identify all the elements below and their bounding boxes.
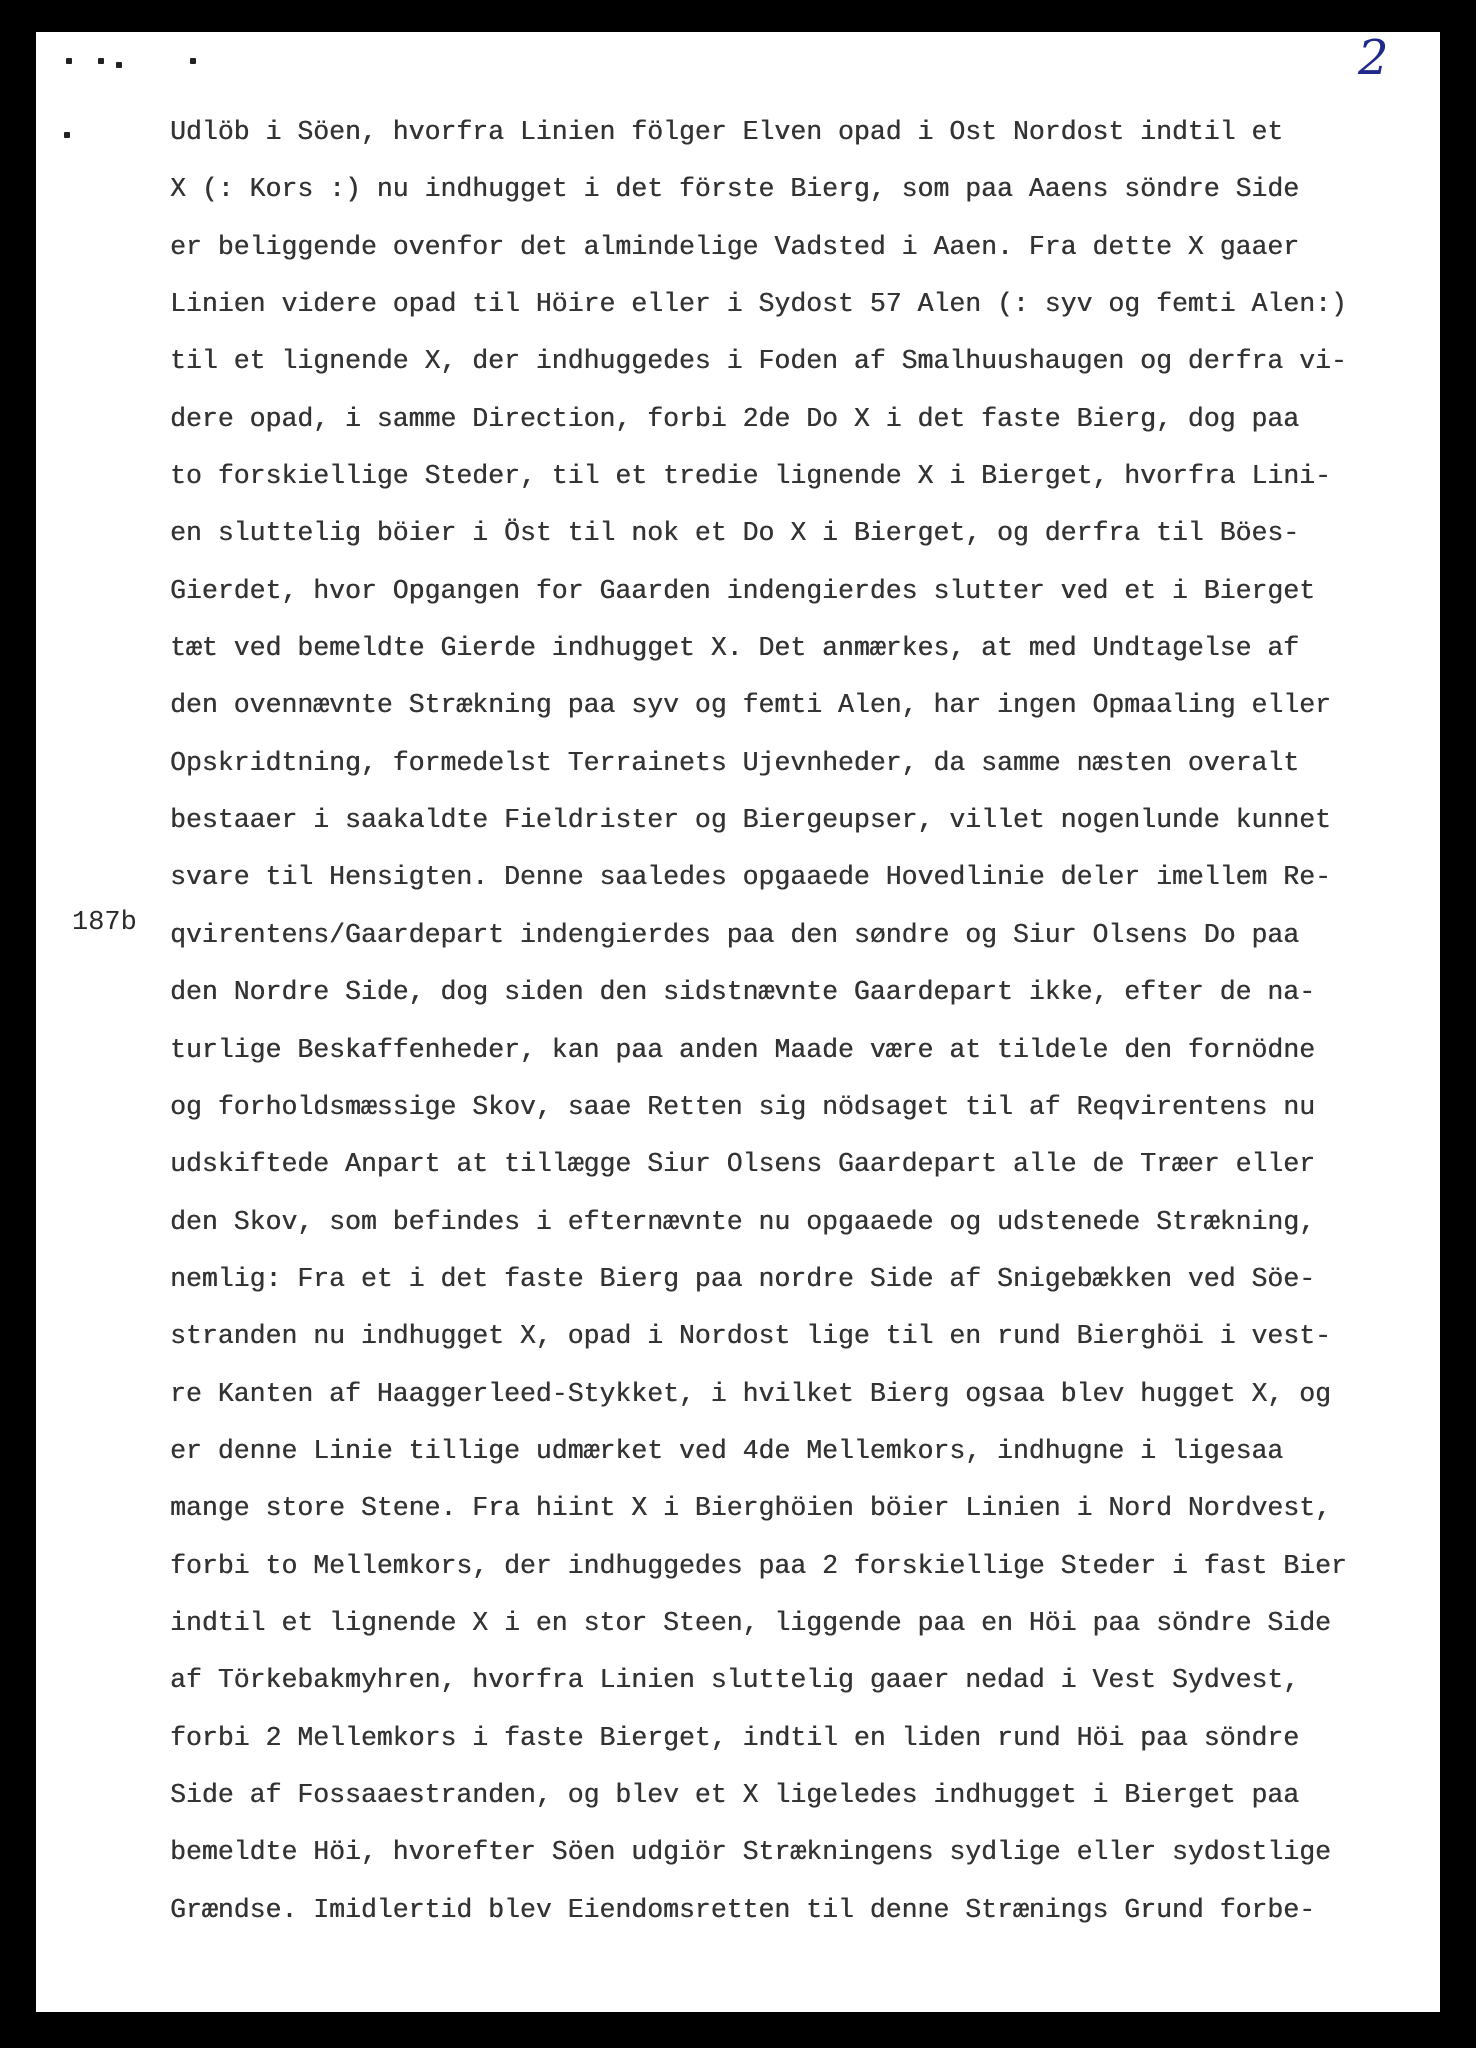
text-line: Udlöb i Söen, hvorfra Linien fölger Elven opad i Ost Nordost indtil et xyxy=(170,117,1284,147)
text-line: af Törkebakmyhren, hvorfra Linien sluttelig gaaer nedad i Vest Sydvest, xyxy=(170,1665,1300,1696)
text-line: Gierdet, hvor Opgangen for Gaarden indengierdes slutter ved et i Bierget xyxy=(170,575,1315,606)
text-line: en sluttelig böier i Öst til nok et Do X i Bierget, og derfra til Böes- xyxy=(170,518,1300,549)
text-line: re Kanten af Haaggerleed-Stykket, i hvilket Bierg ogsaa blev hugget X, og xyxy=(170,1378,1331,1409)
text-line: Opskridtning, formedelst Terrainets Ujevnheder, da samme næsten overalt xyxy=(170,747,1300,778)
typed-body-text xyxy=(170,104,1440,1939)
punch-mark xyxy=(190,58,196,64)
punch-mark xyxy=(64,132,70,138)
text-line: bemeldte Höi, hvorefter Söen udgiör Strækningens sydlige eller sydostlige xyxy=(170,1837,1331,1868)
text-line: svare til Hensigten. Denne saaledes opgaaede Hovedlinie deler imellem Re- xyxy=(170,862,1331,893)
text-line: til et lignende X, der indhuggedes i Foden af Smalhuushaugen og derfra vi- xyxy=(170,346,1347,377)
text-line: nemlig: Fra et i det faste Bierg paa nordre Side af Snigebækken ved Söe- xyxy=(170,1263,1315,1294)
text-line: udskiftede Anpart at tillægge Siur Olsens Gaardepart alle de Træer eller xyxy=(170,1149,1315,1180)
text-line: den Skov, som befindes i efternævnte nu opgaaede og udstenede Strækning, xyxy=(170,1206,1315,1237)
text-line: den ovennævnte Strækning paa syv og femti Alen, har ingen Opmaaling eller xyxy=(170,690,1331,721)
text-line: stranden nu indhugget X, opad i Nordost lige til en rund Bierghöi i vest- xyxy=(170,1321,1331,1352)
text-line: forbi 2 Mellemkors i faste Bierget, indtil en liden rund Höi paa söndre xyxy=(170,1722,1300,1753)
text-line: og forholdsmæssige Skov, saae Retten sig nödsaget til af Reqvirentens nu xyxy=(170,1091,1315,1122)
text-line: mange store Stene. Fra hiint X i Bierghöien böier Linien i Nord Nordvest, xyxy=(170,1493,1331,1524)
text-line: qvirentens/Gaardepart indengierdes paa den søndre og Siur Olsens Do paa xyxy=(170,919,1300,950)
text-line: tæt ved bemeldte Gierde indhugget X. Det anmærkes, at med Undtagelse af xyxy=(170,633,1300,664)
text-line: bestaaer i saakaldte Fieldrister og Biergeupser, villet nogenlunde kunnet xyxy=(170,805,1331,836)
text-line: to forskiellige Steder, til et tredie lignende X i Bierget, hvorfra Lini- xyxy=(170,461,1331,492)
text-line: indtil et lignende X i en stor Steen, liggende paa en Höi paa söndre Side xyxy=(170,1607,1331,1638)
margin-note: 187b xyxy=(72,908,137,938)
text-line: Grændse. Imidlertid blev Eiendomsretten til denne Strænings Grund forbe- xyxy=(170,1894,1315,1925)
text-line: X (: Kors :) nu indhugget i det förste Bierg, som paa Aaens söndre Side xyxy=(170,174,1300,205)
punch-mark xyxy=(116,62,122,68)
page-number: 2 xyxy=(1358,30,1389,86)
text-line: er denne Linie tillige udmærket ved 4de Mellemkors, indhugne i ligesaa xyxy=(170,1435,1284,1466)
text-line: dere opad, i samme Direction, forbi 2de Do X i det faste Bierg, dog paa xyxy=(170,403,1300,434)
punch-mark xyxy=(98,58,104,64)
text-line: Linien videre opad til Höire eller i Sydost 57 Alen (: syv og femti Alen:) xyxy=(170,289,1347,320)
text-line: er beliggende ovenfor det almindelige Vadsted i Aaen. Fra dette X gaaer xyxy=(170,231,1300,262)
text-line: forbi to Mellemkors, der indhuggedes paa 2 forskiellige Steder i fast Bier xyxy=(170,1550,1347,1581)
text-line: Side af Fossaaestranden, og blev et X ligeledes indhugget i Bierget paa xyxy=(170,1779,1300,1810)
text-line: turlige Beskaffenheder, kan paa anden Maade være at tildele den fornödne xyxy=(170,1034,1315,1065)
text-line: den Nordre Side, dog siden den sidstnævnte Gaardepart ikke, efter de na- xyxy=(170,977,1315,1008)
punch-mark xyxy=(66,58,72,64)
